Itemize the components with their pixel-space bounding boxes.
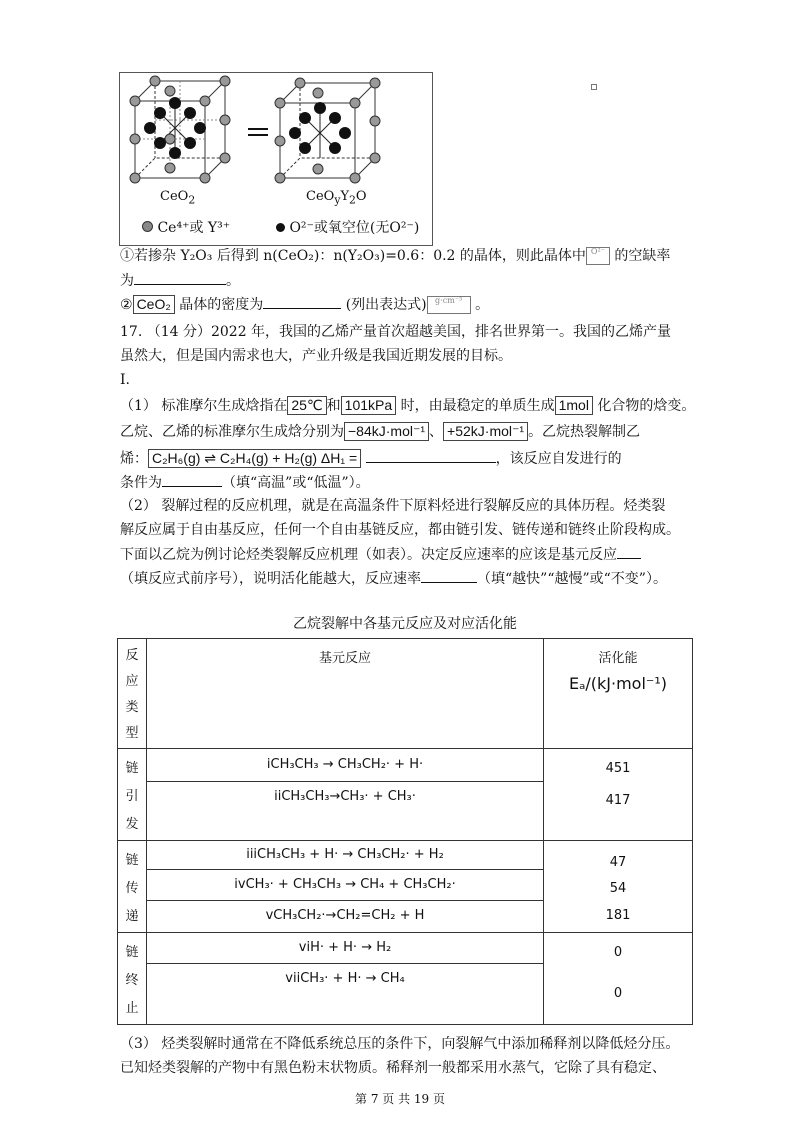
q17-header-line2: 虽然大，但是国内需求也大，产业升级是我国近期发展的目标。	[120, 348, 512, 364]
termination-reactions	[147, 933, 544, 1025]
temperature-box: 25℃	[287, 396, 326, 415]
reaction-row-vii: viiCH₃· + H· → CH₄	[285, 971, 405, 986]
q17-s2-line4: （填反应式前序号），说明活化能越大，反应速率 （填“越快”“越慢”或“不变”）。	[120, 568, 667, 589]
reaction-table	[117, 638, 693, 1025]
ea-value-i: 451	[605, 761, 631, 776]
q17-s3-line2: 已知烃类裂解的产物中有黑色粉末状物质。稀释剂一般都采用水蒸气，它除了具有稳定、	[120, 1060, 666, 1076]
black-atom-icon	[276, 223, 285, 232]
header-elementary-reaction: 基元反应	[147, 639, 544, 749]
table-caption: 乙烷裂解中各基元反应及对应活化能	[293, 616, 517, 632]
answer-blank-rate-trend[interactable]	[421, 568, 477, 583]
q17-p1-line: （1） 标准摩尔生成焓指在 25℃ 和 101kPa 时，由最稳定的单质生成 1mol 化合物的焓变。	[120, 397, 696, 414]
answer-blank-rate-step[interactable]	[617, 544, 641, 559]
q17-s2-line1: （2） 裂解过程的反应机理，就是在高温条件下原料烃进行裂解反应的具体历程。烃类裂	[120, 498, 666, 514]
reaction-row-v: vCH₃CH₂·→CH₂=CH₂ + H	[265, 908, 425, 923]
termination-energies	[544, 933, 693, 1025]
q17-part-label: Ⅰ.	[120, 372, 130, 388]
table-header-row	[118, 639, 693, 749]
table-group-initiation	[118, 749, 693, 841]
right-cell-caption: $CeO_yY_2O$	[306, 189, 367, 207]
ea-value-vii: 0	[613, 986, 623, 1001]
group-termination-label: 链终止	[118, 933, 147, 1025]
ea-value-ii: 417	[605, 793, 631, 808]
answer-blank-condition[interactable]	[162, 472, 222, 487]
reaction-row-vi: viH· + H· → H₂	[147, 933, 543, 964]
reaction-row-iv: ivCH₃· + CH₃CH₃ → CH₄ + CH₃CH₂·	[147, 870, 543, 901]
crystal-structure-figure	[119, 72, 433, 246]
table-group-termination	[118, 933, 693, 1025]
o2-ion-box: O²⁻	[586, 247, 610, 265]
group-propagation-label: 链传递	[118, 841, 147, 933]
q16-line3: ② CeO₂ 晶体的密度为 (列出表达式) g·cm⁻³ 。	[120, 296, 490, 313]
ea-value-iv: 54	[609, 881, 627, 896]
answer-blank-enthalpy[interactable]	[366, 448, 496, 463]
header-reaction-type: 反应类型	[118, 639, 147, 749]
header-activation-energy: 活化能 Eₐ/(kJ·mol⁻¹)	[544, 639, 693, 749]
initiation-reactions	[147, 749, 544, 841]
ea-value-iii: 47	[609, 855, 627, 870]
q17-p2-line: 乙烷、乙烯的标准摩尔生成焓分别为 −84kJ·mol⁻¹ 、 +52kJ·mol⁻¹ 。乙烷热裂解制乙	[120, 423, 641, 440]
reaction-equation-box: C₂H₆(g) ⇌ C₂H₄(g) + H₂(g) ΔH₁ =	[148, 449, 361, 468]
ea-value-vi: 0	[613, 945, 623, 960]
initiation-energies	[544, 749, 693, 841]
left-cell-caption: CeO$_2$	[160, 189, 196, 207]
propagation-energies	[544, 841, 693, 933]
density-unit-box: g·cm⁻³	[427, 296, 471, 314]
grey-atom-icon	[142, 221, 153, 232]
corner-mark	[591, 84, 597, 90]
q17-s2-line3: 下面以乙烷为例讨论烃类裂解反应机理（如表）。决定反应速率的应该是基元反应	[120, 544, 641, 565]
equilibrium-arrow-icon	[248, 129, 268, 135]
q17-s3-line1: （3） 烃类裂解时通常在不降低系统总压的条件下，向裂解气中添加稀释剂以降低烃分压。	[120, 1036, 680, 1052]
pressure-box: 101kPa	[341, 396, 396, 415]
q16-line2: 为 。	[120, 270, 240, 291]
reaction-row-ii: iiCH₃CH₃→CH₃· + CH₃·	[274, 789, 416, 804]
answer-blank-density[interactable]	[263, 294, 341, 309]
ea-value-v: 181	[605, 908, 631, 923]
legend-grey: Ce⁴⁺或 Y³⁺	[142, 217, 230, 237]
q17-header-line1: 17. （14 分）2022 年，我国的乙烯产量首次超越美国，排名世界第一。我国的乙烯产量	[120, 324, 672, 340]
reaction-row-iii: iiiCH₃CH₃ + H· → CH₃CH₂· + H₂	[147, 841, 543, 870]
q17-s2-line2: 解反应属于自由基反应，任何一个自由基链反应，都由链引发、链传递和链终止阶段构成。	[120, 522, 680, 538]
group-initiation-label: 链引发	[118, 749, 147, 841]
q17-p4-line: 条件为 （填“高温”或“低温”）。	[120, 472, 370, 493]
ethane-enthalpy-box: −84kJ·mol⁻¹	[344, 422, 429, 441]
answer-blank-vacancy[interactable]	[134, 270, 226, 285]
mole-box: 1mol	[555, 396, 593, 415]
page-footer: 第 7 页 共 19 页	[355, 1092, 445, 1106]
reaction-row-i: iCH₃CH₃ → CH₃CH₂· + H·	[147, 749, 543, 782]
q16-line1: ①若掺杂 Y₂O₃ 后得到 n(CeO₂)：n(Y₂O₃)=0.6：0.2 的晶体，则此晶体中 O²⁻ 的空缺率	[120, 247, 671, 264]
q17-p3-line: 烯： C₂H₆(g) ⇌ C₂H₄(g) + H₂(g) ΔH₁ = ，该反应自发进行的	[120, 450, 622, 467]
table-group-propagation	[118, 841, 693, 933]
propagation-reactions	[147, 841, 544, 933]
ethylene-enthalpy-box: +52kJ·mol⁻¹	[443, 422, 528, 441]
ceo2-formula-box: CeO₂	[133, 295, 175, 314]
legend-black: O²⁻或氧空位(无O²⁻)	[276, 217, 419, 237]
